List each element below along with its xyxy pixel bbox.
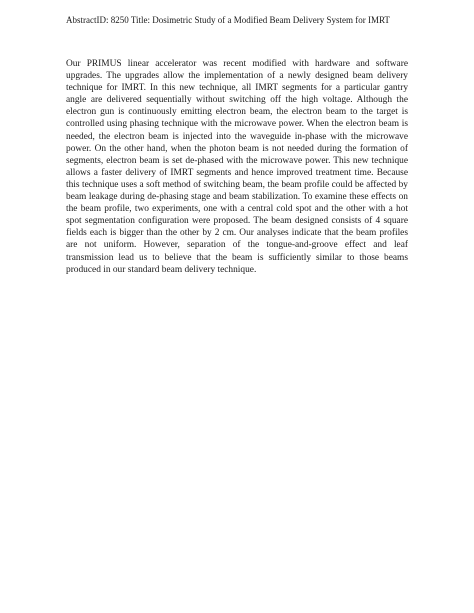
abstract-header: AbstractID: 8250 Title: Dosimetric Study of a Modified Beam Delivery System for IMRT (66, 15, 390, 25)
abstract-body-paragraph: Our PRIMUS linear accelerator was recent modified with hardware and software upgrades. The upgrades allow the implementation of a newly designed beam delivery technique for IMRT. In this new technique, all IMRT segments for a particular gantry angle are delivered sequentially without switching off the high voltage. Although the electron gun is continuously emitting electron beam, the electron beam to the target is controlled using phasing technique with the microwave power. When the electron beam is needed, the electron beam is injected into the waveguide in-phase with the microwave power. On the other hand, when the photon beam is not needed during the formation of segments, electron beam is set de-phased with the microwave power. This new technique allows a faster delivery of IMRT segments and hence improved treatment time. Because this technique uses a soft method of switching beam, the beam profile could be affected by beam leakage during de-phasing stage and beam stabilization. To examine these effects on the beam profile, two experiments, one with a central cold spot and the other with a hot spot segmentation configuration were proposed. The beam designed consists of 4 square fields each is bigger than the other by 2 cm. Our analyses indicate that the beam profiles are not uniform. However, separation of the tongue-and-groove effect and leaf transmission lead us to believe that the beam is sufficiently similar to those beams produced in our standard beam delivery technique. (66, 59, 408, 275)
